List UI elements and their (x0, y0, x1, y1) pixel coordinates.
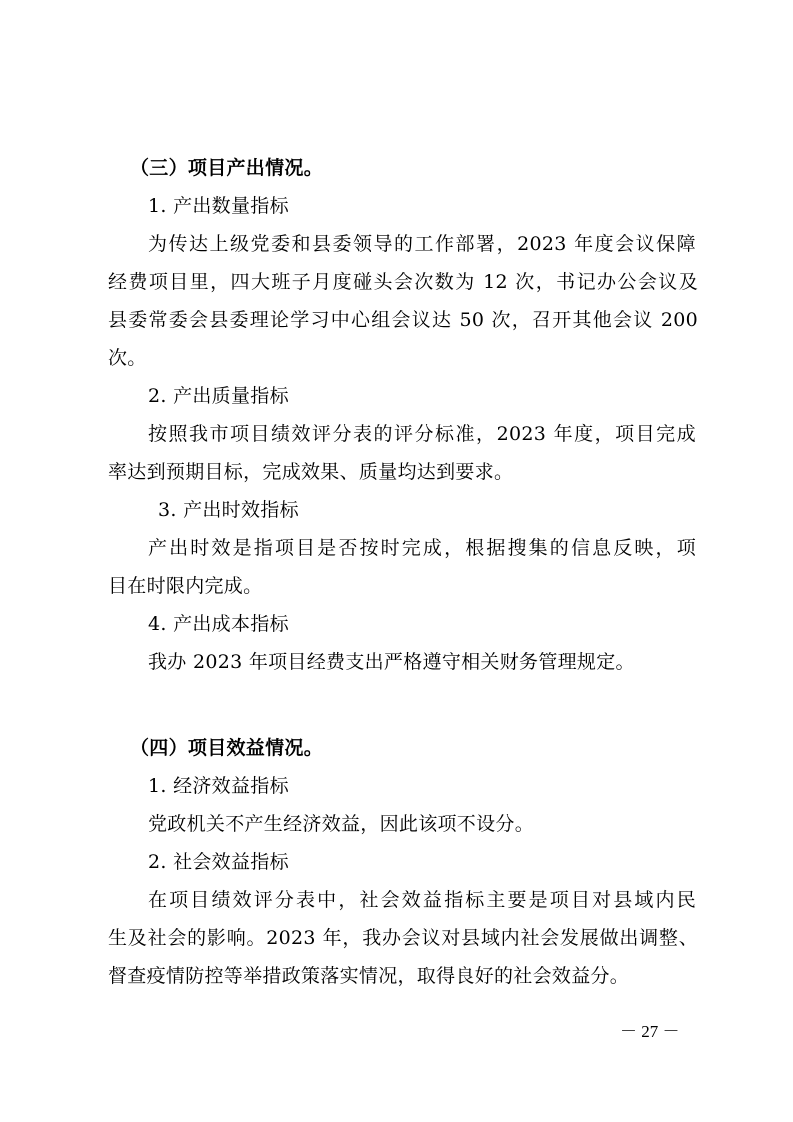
section-3-item-1-line-2: 经费项目里，四大班子月度碰头会次数为 12 次，书记办公会议及 (108, 271, 698, 293)
section-3-item-1-heading: 1. 产出数量指标 (148, 195, 289, 217)
section-4-item-2-line-2: 生及社会的影响。2023 年，我办会议对县域内社会发展做出调整、 (108, 927, 698, 949)
section-3-item-1-line-3: 县委常委会县委理论学习中心组会议达 50 次，召开其他会议 200 (108, 309, 698, 331)
section-3-item-3-line-1: 产出时效是指项目是否按时完成，根据搜集的信息反映，项 (148, 537, 696, 559)
section-3-title: （三）项目产出情况。 (130, 157, 324, 179)
section-3-item-4-heading: 4. 产出成本指标 (148, 613, 289, 635)
section-4-item-2-heading: 2. 社会效益指标 (148, 851, 289, 873)
section-4-title: （四）项目效益情况。 (130, 737, 324, 759)
section-3-item-3-line-2: 目在时限内完成。 (108, 575, 263, 597)
section-4-item-1-heading: 1. 经济效益指标 (148, 775, 289, 797)
section-3-item-2-line-1: 按照我市项目绩效评分表的评分标准，2023 年度，项目完成 (148, 423, 696, 445)
section-4-item-2-line-1: 在项目绩效评分表中，社会效益指标主要是项目对县域内民 (148, 889, 696, 911)
section-4-item-1-line-1: 党政机关不产生经济效益，因此该项不设分。 (148, 813, 535, 835)
section-3-item-1-line-1: 为传达上级党委和县委领导的工作部署，2023 年度会议保障 (148, 233, 696, 255)
section-3-item-1-line-4: 次。 (108, 347, 147, 369)
section-4-item-2-line-3: 督查疫情防控等举措政策落实情况，取得良好的社会效益分。 (108, 965, 630, 987)
section-3-item-2-line-2: 率达到预期目标，完成效果、质量均达到要求。 (108, 461, 514, 483)
page-number: － 27 － (620, 1022, 680, 1041)
section-3-item-2-heading: 2. 产出质量指标 (148, 385, 289, 407)
section-3-item-3-heading: 3. 产出时效指标 (158, 499, 299, 521)
section-3-item-4-line-1: 我办 2023 年项目经费支出严格遵守相关财务管理规定。 (148, 651, 635, 673)
